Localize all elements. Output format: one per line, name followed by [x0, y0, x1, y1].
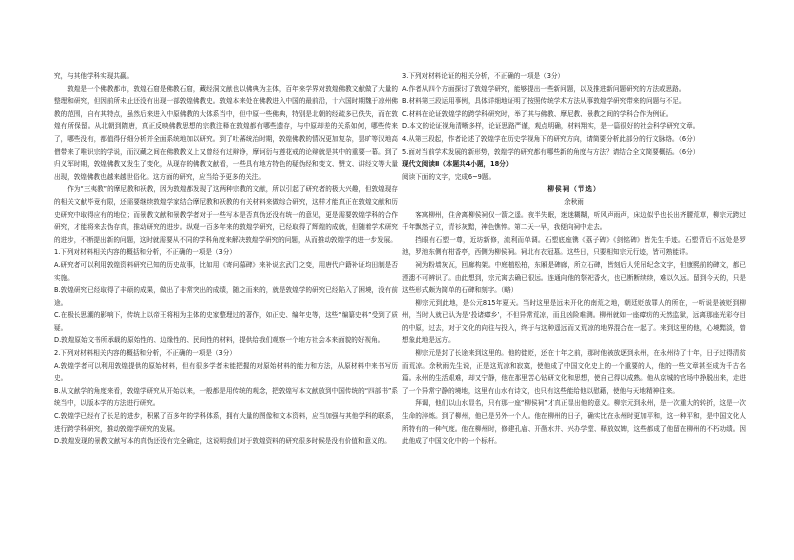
right-paragraph: B.材料第三段运用事例，具体详细地证明了按照传统学术方法从事敦煌学研究带来的问题与不足。: [402, 97, 686, 106]
left-paragraph: A.研究者可以利用敦煌资料研究已知的历史故事，比如用《寄问慕碑》来补说玄武门之变，用唐代户籍补证均田制是否实施。: [54, 260, 398, 282]
left-paragraph: B.从文献学的角度来看，敦煌学研究从开始以来，一般都是用传统的观念，把敦煌写本文献放到中国传统的“四部书”系统当中，以版本学的方法进行研究。: [54, 386, 398, 408]
left-paragraph: C.在极长思潮的影响下，传统上以帝王将相为主体的史家整理过的著作，如正史、编年史等，这些“编纂史料”受到了质疑。: [54, 311, 398, 332]
right-paragraph: 现代文阅读Ⅱ（本题共4小题，18分）: [402, 160, 513, 169]
right-paragraph: 余秋雨: [564, 197, 584, 206]
right-paragraph: 挡眼有石塑一尊，近坊新修，流利而单调。石塑底座镌《荔子碑》《剑铭碑》皆先生手迹。石塑背后不远处是罗池，罗池东侧有柑香亭，西侧为柳侯祠。祠北有衣冠墓。这些日，只要相知宗元行迹，皆可熟能详。: [402, 235, 746, 257]
right-paragraph: 4.从第三段起，作者论述了敦煌学在历史学视角下的研究方向，请简要分析此部分的行文脉络。（6分）: [402, 134, 700, 143]
left-column: [54, 70, 398, 550]
left-paragraph: D.敦煌发现的景教文献写本的真伪还没有完全确定，这说明我们对于敦煌资料的研究很多时候是没有价值和意义的。: [54, 437, 391, 446]
left-paragraph: C.敦煌学已经有了长足的进步，积累了百多年的学科体系，拥有大量的图像和文本资料，应当加强与其他学科的联系，进行跨学科研究，推动敦煌学研究的发展。: [54, 412, 398, 433]
left-paragraph: 究，与其他学科实现共赢。: [54, 72, 134, 80]
right-paragraph: C.材料在论证敦煌学的跨学科研究时，举了其与佛教、摩尼教、景教之间的学科合作为例证。: [402, 109, 673, 118]
right-paragraph: 柳宗元是封了长途来到这里的。他的徙贬，还在十年之前，那时他被放逐到永州，在永州待了十年，日子过得清贫而荒凉。余秋雨先生说，正是这荒凉和寂寞，使他成了中国文化史上的一个重要的人，他的一些文章甚至成为千古名篇。永州的生活艰难，却又宁静，他在那里苦心钻研文化和思想，使自己得以成熟。他从京城的官场中挣脱出来，走进了一个异常宁静的境地，这里有山水有诗文，也只有这些能给他以慰藉，使他与天地精神往来。: [402, 349, 746, 395]
left-paragraph: A.敦煌学者可以利用敦煌提供的原始材料，但有很多学者未能把握的对原始材料的能力和方法，从原材料中来书写历史。: [54, 361, 398, 383]
left-paragraph: D.敦煌原始文书所承载的原始性的、边缘性的、民间性的材料，提供给我们观察一个地方社会本来面貌的好视角。: [54, 336, 385, 345]
right-paragraph: 阅读下面的文字，完成6~9题。: [402, 172, 496, 181]
left-paragraph: B.敦煌研究已经取得了丰硕的成果，做出了非常突出的成绩，随之而来的，就是敦煌学的研究已经陷入了困境，没有前途。: [54, 286, 398, 307]
right-paragraph: 柳侯祠（节选）: [547, 185, 601, 194]
right-paragraph: 拜谒，他们以山水显名，只有那一座“柳侯祠”才真正显出他的意义。柳宗元到永州，是一次重大的转折，这是一次生命的淬炼。到了柳州，他已是另外一个人。他在柳州的日子，确实比在永州时更加平和，这一种平和，是中国文化人所特有的一种气度。他在柳州时，修建孔庙、开凿水井、兴办学堂、释放奴婢，这些都成了他留在柳州的不朽功绩。因此他成了中国文化中的一个标杆。: [402, 399, 746, 446]
right-paragraph: 3.下列对材料论证的相关分析，不正确的一项是（3分）: [402, 72, 565, 80]
right-paragraph: 柳宗元到此地，是公元815年夏天。当时这里是远未开化的南荒之地，朝廷贬放罪人的所在，一听说是被贬到柳州，当时人就已认为是‘投诸瘴乡’，不但异常荒凉，而且凶险难测。柳州就如一座瘴疠的天然监狱，远离那座光彩夺目的中原，过去，对于文化的向往与投入，终于与这种遥远而又荒凉的地界混合在一起了。来到这里的他，心境黯淡，曾想象此地是远方。: [402, 298, 746, 345]
left-paragraph: 作为“三夷教”的摩尼教和祆教，因为敦煌都发现了这两种宗教的文献，所以引起了研究者的极大兴趣，但敦煌现存的相关文献毕竟有限，还需要继续敦煌学家结合摩尼教和祆教的有关材料来做综合研究，这样才能真正在敦煌文献和历史研究中取得应有的地位；而景教文献和景教学者对于一些写本是否真伪还没有统一的意见，更是需要敦煌学科的合作研究，才能将来去伪存真，推动研究的进步。纵观一百多年来的敦煌学研究，已经取得了辉煌的成就，但随着学术研究的进步，不断提出新的问题，这时就需要从不同的学科角度来解决敦煌学研究的问题，从而推动敦煌学的进一步发展。: [54, 185, 398, 244]
right-paragraph: 5.面对当前学术发展的新形势，敦煌学的研究都有哪些新的角度与方法？请结合全文简要概括。（6分）: [402, 147, 700, 156]
right-paragraph: 祠为粉墙灰瓦，回廊构架。中庭植松柏，东厢是碑廊，所立石碑，皆刻后人凭吊纪念文字，但康熙前的碑文，都已湮漶不可辨识了。由此想到，宗元寓去确已很远。连通向他的祭祀香火，也已断断续续，难以久远。留到今天的，只是这些形式颇为简单的石碑和刻字。（略）: [402, 260, 746, 295]
left-paragraph: 敦煌是一个佛教都市，敦煌石窟是佛教石窟，藏经洞文献也以佛典为主体，百年来学界对敦煌佛教文献做了大量的整理和研究，但因前所未止还没有出现一部敦煌佛教史。敦煌本来处在佛教进入中国的最前沿，十六国时期魏于凉州佛教的范围，自有其特点，虽然后来进入中原佛教的大体系当中，但中原一些佛典，特别是北朝的经疏多已佚失，而在敦煌有所保留。从北朝到隋唐，真正反映佛教思想的宗教注释在敦煌都有哪些遗存，与中原却差的关系如何，哪些传来了，哪些没有，都值得仔细分析并全面系统地加以研究。到了吐蕃统治时期，敦煌佛教的情况更加复杂，昙旷等汉地高僧带来了唯识宗的学说，而汉藏之间在佛教教义上又曾经有过辩诤，摩诃衍与莲花戒的论辩就是其中的重要一幕。到了归义军时期，敦煌佛教又发生了变化，从现存的佛教文献看，一些具有地方特色的疑伪经和变文、赞文、讲经文等大量出现，敦煌佛教也越来越世俗化。这方面的研究，应当给予更多的关注。: [54, 84, 398, 181]
left-paragraph: 1.下列对材料相关内容的概括和分析，不正确的一项是（3分）: [54, 248, 236, 257]
right-column: [402, 70, 746, 550]
right-paragraph: 客寓柳州，住舍离柳侯祠仅一箭之遥。夜半失眠，迷迷糊糊，听风声雨声，床边似乎也长出齐腰荒草，柳宗元跨过千年飘然孑立，青衫灰黯，神色憔悴。第二天一早，我便向祠中走去。: [402, 210, 746, 232]
left-paragraph: 2.下列对材料相关内容的概括和分析，不正确的一项是（3分）: [54, 349, 236, 358]
right-paragraph: D.本文的论证视角清晰多样，论证思路严谨，观点明确，材料翔实，是一篇很好的社会科学研究文章。: [402, 122, 700, 131]
right-paragraph: A.作者从四个方面探讨了敦煌学研究，能够提出一些新问题，以及推进新问题研究的方法或思路。: [402, 84, 686, 93]
